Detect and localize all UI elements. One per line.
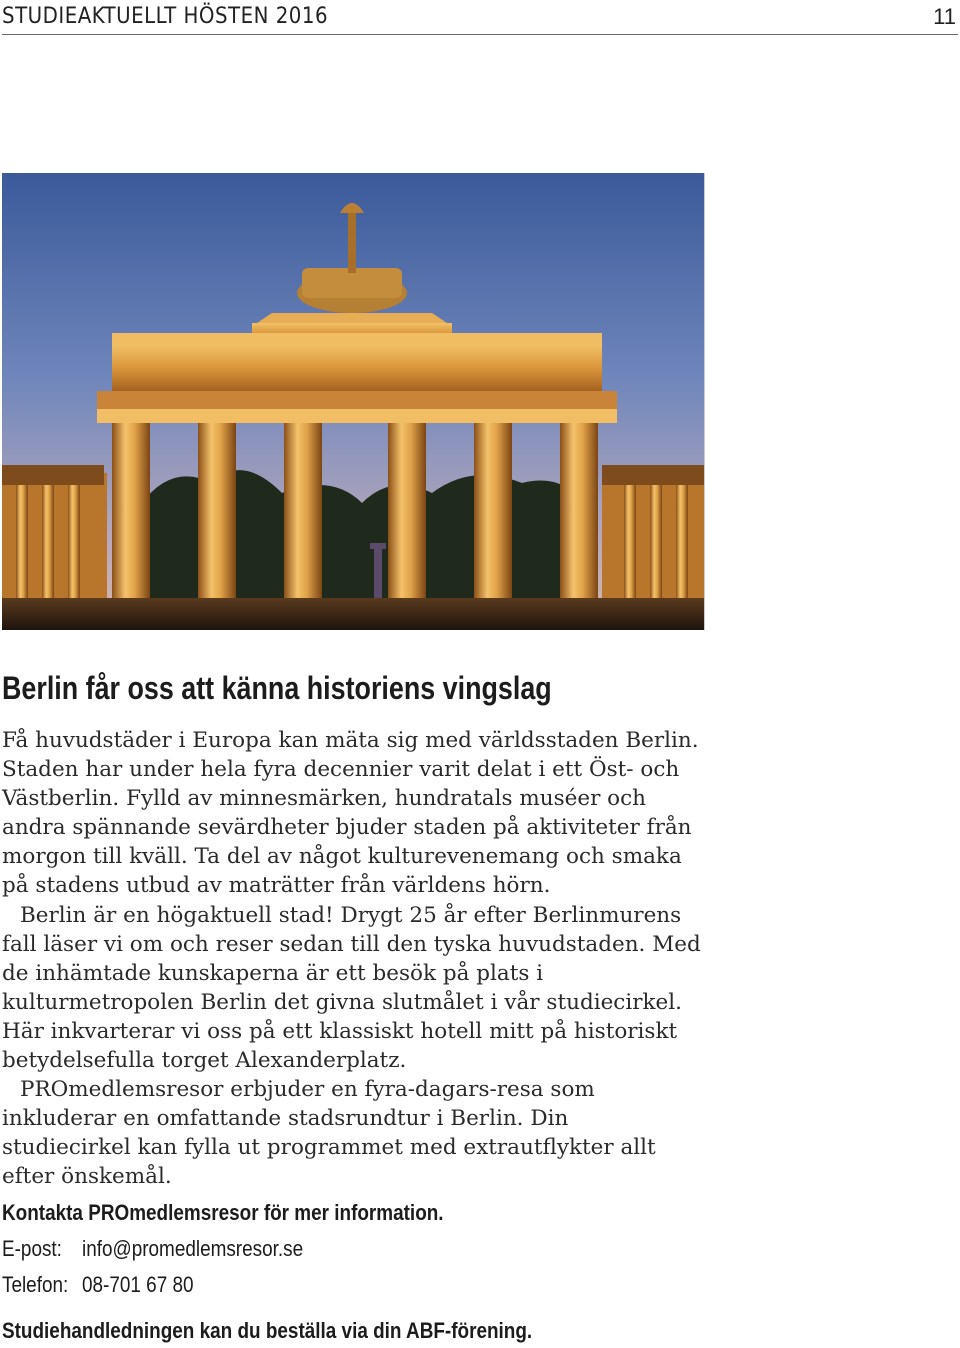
closing-note: Studiehandledningen kan du beställa via din ABF-förening.: [2, 1318, 533, 1343]
email-link[interactable]: info@promedlemsresor.se: [82, 1236, 304, 1261]
article-headline: Berlin får oss att känna historiens vingslag: [2, 670, 552, 706]
article-body: [2, 726, 702, 1192]
page-number: 11: [933, 4, 956, 29]
email-label: E-post:: [2, 1236, 62, 1261]
contact-heading: Kontakta PROmedlemsresor för mer information.: [2, 1200, 444, 1225]
publication-title: STUDIEAKTUELLT HÖSTEN 2016: [2, 4, 329, 29]
running-header: [2, 2, 958, 35]
phone-number: 08-701 67 80: [82, 1272, 194, 1297]
email-row: [2, 1234, 902, 1270]
contact-block: [2, 1198, 902, 1306]
article-paragraph: PROmedlemsresor erbjuder en fyra-dagars-resa som inkluderar en omfattande stadsrundtur i Berlin. Din studiecirkel kan fylla ut programmet med extrautflykter allt efter önskemål.: [2, 1077, 656, 1190]
phone-row: [2, 1270, 902, 1306]
phone-label: Telefon:: [2, 1272, 69, 1297]
contact-heading-row: [2, 1198, 902, 1234]
brandenburg-gate-photo: [2, 173, 705, 630]
article-paragraph: Berlin är en högaktuell stad! Drygt 25 år efter Berlinmurens fall läser vi om och reser sedan till den tyska huvudstaden. Med de inhämtade kunskaperna är ett besök på plats i kulturmetropolen Berlin det givna slutmålet i vår studiecirkel. Här inkvarterar vi oss på ett klassiskt hotell mitt på historiskt betydelsefulla torget Alexanderplatz.: [2, 902, 701, 1074]
article-paragraph: Få huvudstäder i Europa kan mäta sig med världsstaden Berlin. Staden har under hela fyra decennier varit delat i ett Öst- och Västberlin. Fylld av minnesmärken, hundratals muséer och andra spännande sevärdheter bjuder staden på aktiviteter från morgon till kväll. Ta del av något kulturevenemang och smaka på stadens utbud av maträtter från världens hörn.: [2, 728, 699, 899]
